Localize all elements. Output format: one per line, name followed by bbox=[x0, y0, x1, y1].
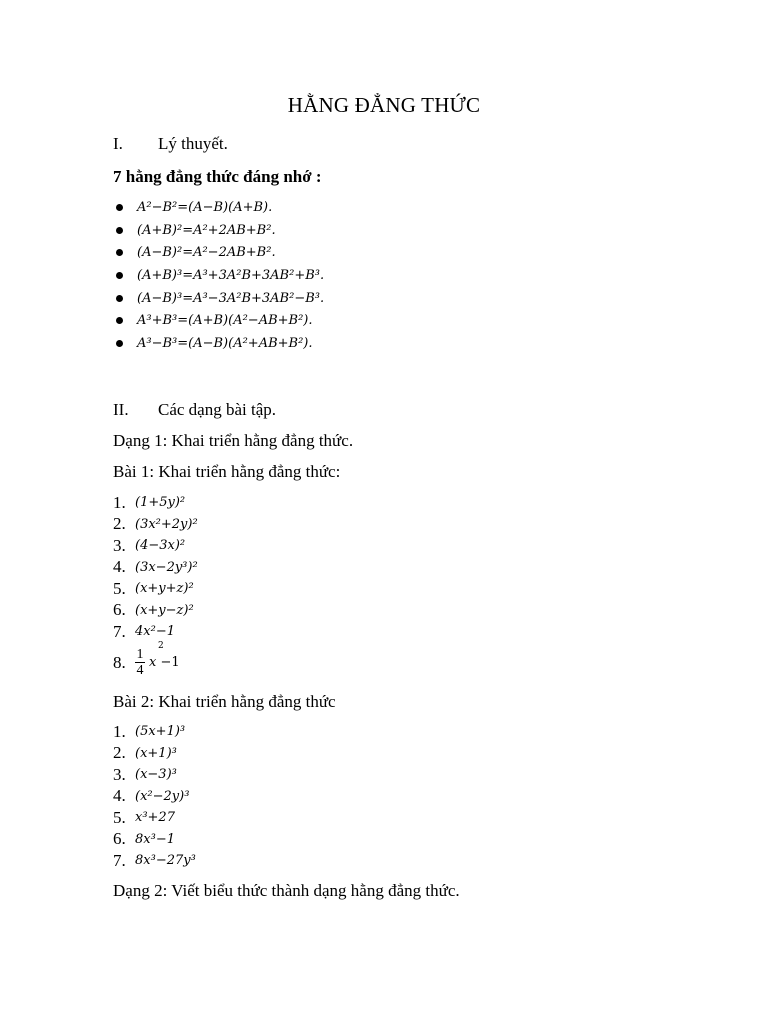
formula-rest: −1 bbox=[156, 655, 180, 670]
bullet-icon bbox=[116, 340, 123, 347]
item-number: 6. bbox=[113, 600, 126, 620]
exercise-item bbox=[113, 621, 198, 643]
section-1-label: Lý thuyết. bbox=[158, 134, 228, 153]
exponent: 2 bbox=[158, 641, 164, 651]
bullet-icon bbox=[116, 295, 123, 302]
fraction bbox=[135, 647, 145, 678]
exercise-item bbox=[113, 764, 196, 786]
dang-2-heading: Dạng 2: Viết biểu thức thành dạng hằng đẳng thức. bbox=[113, 881, 460, 900]
bullet-icon bbox=[116, 227, 123, 234]
item-number: 5. bbox=[113, 807, 126, 827]
exercise-item bbox=[113, 643, 198, 683]
item-number: 7. bbox=[113, 850, 126, 870]
bullet-icon bbox=[116, 204, 123, 211]
exercise-formula: 8x³−1 bbox=[135, 831, 175, 847]
identity-item bbox=[113, 241, 324, 264]
exercise-formula: (x+y+z)² bbox=[135, 581, 194, 597]
item-number: 6. bbox=[113, 829, 126, 849]
exercise-formula: (x²−2y)³ bbox=[135, 788, 190, 804]
exercise-formula: (3x−2y³)² bbox=[135, 559, 198, 575]
dang-1-heading: Dạng 1: Khai triển hằng đẳng thức. bbox=[113, 431, 354, 450]
identity-item bbox=[113, 219, 324, 242]
exercise-item bbox=[113, 807, 196, 829]
identities-list bbox=[113, 196, 324, 355]
item-number: 1. bbox=[113, 721, 126, 741]
exercise-formula: x³+27 bbox=[135, 810, 175, 826]
identity-item bbox=[113, 287, 324, 310]
identity-item bbox=[113, 264, 324, 287]
item-number: 2. bbox=[113, 743, 126, 763]
bullet-icon bbox=[116, 272, 123, 279]
exercise-item bbox=[113, 850, 196, 872]
exercise-formula: 4x²−1 bbox=[135, 624, 175, 640]
exercise-formula bbox=[149, 641, 180, 670]
exercise-item bbox=[113, 578, 198, 600]
bai-1-list bbox=[113, 492, 198, 683]
item-number: 5. bbox=[113, 578, 126, 598]
exercise-item bbox=[113, 535, 198, 557]
exercise-item bbox=[113, 786, 196, 808]
fraction-denominator: 4 bbox=[136, 663, 144, 678]
bullet-icon bbox=[116, 317, 123, 324]
item-number: 4. bbox=[113, 557, 126, 577]
item-number: 1. bbox=[113, 492, 126, 512]
section-2-heading bbox=[113, 400, 276, 420]
item-number: 8. bbox=[113, 652, 126, 672]
section-1-number: I. bbox=[113, 134, 123, 153]
document-title: HẰNG ĐẲNG THỨC bbox=[287, 93, 481, 117]
exercise-formula: (5x+1)³ bbox=[135, 724, 186, 740]
exercise-formula: (1+5y)² bbox=[135, 495, 186, 511]
section-2-label: Các dạng bài tập. bbox=[158, 400, 277, 419]
identity-formula: A²−B²=(A−B)(A+B). bbox=[137, 199, 273, 215]
exercise-formula: (x−3)³ bbox=[135, 767, 177, 783]
exercise-formula: 8x³−27y³ bbox=[135, 853, 196, 869]
exercise-formula: (x+y−z)² bbox=[135, 602, 194, 618]
bullet-icon bbox=[116, 249, 123, 256]
exercise-item bbox=[113, 514, 198, 536]
exercise-formula: (x+1)³ bbox=[135, 745, 177, 761]
bai-2-heading: Bài 2: Khai triển hằng đẳng thức bbox=[113, 692, 336, 711]
item-number: 4. bbox=[113, 786, 126, 806]
identity-formula: (A−B)³=A³−3A²B+3AB²−B³. bbox=[137, 290, 325, 306]
bai-2-list bbox=[113, 721, 196, 872]
identity-formula: (A+B)³=A³+3A²B+3AB²+B³. bbox=[137, 267, 325, 283]
identity-item bbox=[113, 196, 324, 219]
identities-heading: 7 hằng đẳng thức đáng nhớ : bbox=[113, 167, 322, 186]
exercise-item bbox=[113, 492, 198, 514]
item-number: 3. bbox=[113, 764, 126, 784]
bai-1-heading: Bài 1: Khai triển hằng đẳng thức: bbox=[113, 462, 341, 481]
variable: x bbox=[149, 655, 157, 670]
item-number: 7. bbox=[113, 621, 126, 641]
exercise-formula: (3x²+2y)² bbox=[135, 516, 198, 532]
exercise-item bbox=[113, 743, 196, 765]
exercise-item bbox=[113, 829, 196, 851]
item-number: 3. bbox=[113, 535, 126, 555]
identity-item bbox=[113, 309, 324, 332]
section-1-heading bbox=[113, 134, 228, 154]
exercise-item bbox=[113, 557, 198, 579]
section-2-number: II. bbox=[113, 400, 129, 419]
identity-formula: A³−B³=(A−B)(A²+AB+B²). bbox=[137, 335, 313, 351]
identity-formula: (A−B)²=A²−2AB+B². bbox=[137, 245, 276, 261]
fraction-numerator: 1 bbox=[136, 647, 144, 662]
identity-item bbox=[113, 332, 324, 355]
exercise-formula: (4−3x)² bbox=[135, 538, 186, 554]
identity-formula: (A+B)²=A²+2AB+B². bbox=[137, 222, 276, 238]
identity-formula: A³+B³=(A+B)(A²−AB+B²). bbox=[137, 313, 313, 329]
item-number: 2. bbox=[113, 514, 126, 534]
exercise-item bbox=[113, 600, 198, 622]
exercise-item bbox=[113, 721, 196, 743]
